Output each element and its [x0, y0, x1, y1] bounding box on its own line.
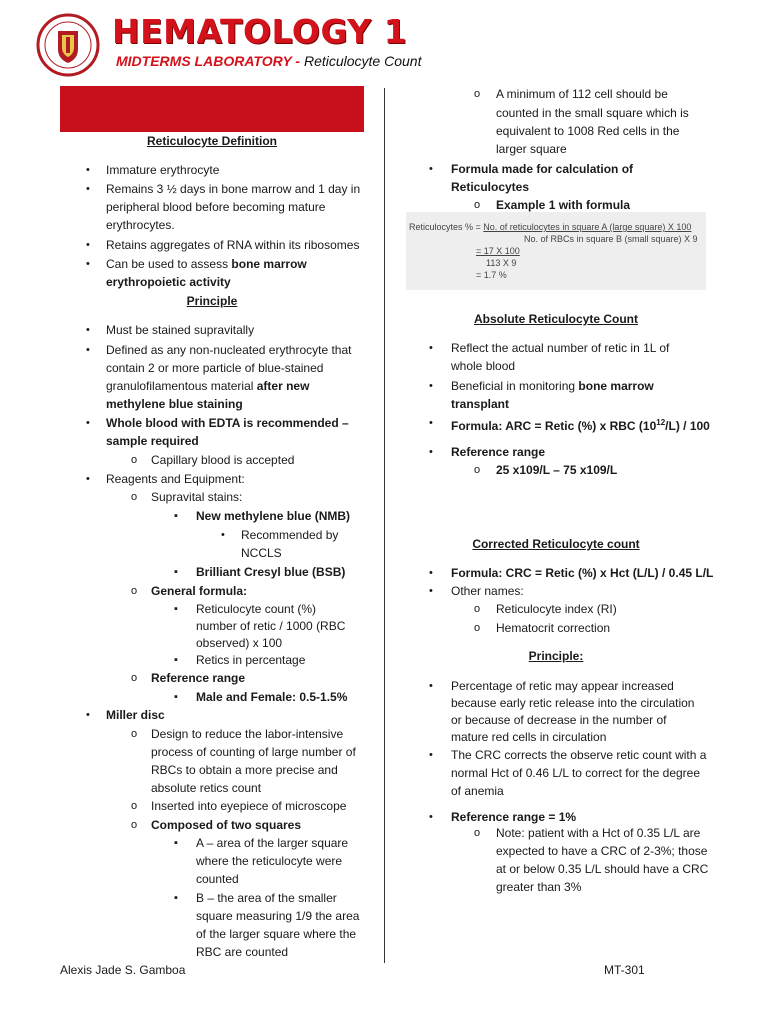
reagents-line: Reagents and Equipment:: [106, 472, 245, 486]
footer-code: MT-301: [604, 963, 645, 977]
miller-cont-line: counted in the small square which is: [496, 106, 689, 120]
crc-principle-line: Percentage of retic may appear increased: [451, 679, 674, 693]
crc-reference-range: Reference range = 1%: [451, 810, 577, 824]
square-marker: ▪: [174, 691, 178, 703]
formula-line: Retics in percentage: [196, 653, 306, 667]
square-a-line: where the reticulocyte were: [196, 854, 343, 868]
formula-lhs: [409, 221, 691, 233]
circle-marker: o: [474, 827, 481, 839]
miller-line: RBCs to obtain a more precise and: [151, 763, 338, 777]
miller-cont-line: A minimum of 112 cell should be: [496, 87, 668, 101]
arc-text: Beneficial in monitoring: [451, 379, 579, 393]
crc-principle-line: of anemia: [451, 784, 504, 798]
principle-line: contain 2 or more particle of blue-stained: [106, 361, 324, 375]
bullet-marker: •: [429, 446, 433, 458]
stain-note: NCCLS: [241, 546, 282, 560]
principle-line: sample required: [106, 434, 199, 448]
bullet-marker: •: [429, 342, 433, 354]
red-banner: [60, 86, 364, 132]
circle-marker: o: [131, 819, 138, 831]
crc-principle-line: The CRC corrects the observe retic count with a: [451, 748, 707, 762]
bullet-marker: •: [429, 811, 433, 823]
arc-line: transplant: [451, 397, 510, 411]
arc-line: [451, 377, 654, 395]
circle-marker: o: [131, 728, 138, 740]
school-seal-logo: [36, 13, 100, 77]
arc-reference-value: 25 x109/L – 75 x109/L: [496, 463, 618, 477]
stain-note: Recommended by: [241, 528, 339, 542]
arc-line: whole blood: [451, 359, 516, 373]
principle-line: [106, 377, 309, 395]
square-b-line: square measuring 1/9 the area: [196, 909, 360, 923]
circle-marker: o: [131, 585, 138, 597]
def-text: Can be used to assess: [106, 257, 232, 271]
bullet-marker: •: [429, 749, 433, 761]
formula-line: observed) x 100: [196, 636, 283, 650]
crc-note-line: expected to have a CRC of 2-3%; those: [496, 844, 708, 858]
def-line: [106, 255, 307, 273]
square-marker: ▪: [174, 510, 178, 522]
bullet-marker: •: [429, 163, 433, 175]
bullet-marker: •: [86, 183, 90, 195]
formula-step-numerator: = 17 X 100: [476, 246, 520, 256]
heading-principle-crc: Principle:: [528, 649, 584, 663]
arc-formula-sup: 12: [656, 418, 666, 427]
principle-bold: after new: [256, 379, 310, 393]
subtitle-prefix: MIDTERMS LABORATORY -: [116, 53, 301, 69]
formula-heading-line: Formula made for calculation of: [451, 162, 634, 176]
arc-line: Reflect the actual number of retic in 1L of: [451, 341, 670, 355]
heading-corrected-reticulocyte-count: Corrected Reticulocyte count: [472, 537, 640, 551]
def-line: Remains 3 ½ days in bone marrow and 1 day in: [106, 182, 361, 196]
crc-note-line: at or below 0.35 L/L should have a CRC: [496, 862, 709, 876]
bullet-marker: •: [221, 529, 225, 541]
principle-line: Defined as any non-nucleated erythrocyte that: [106, 343, 352, 357]
reference-range-value: Male and Female: 0.5-1.5%: [196, 690, 348, 704]
crc-formula: Formula: CRC = Retic (%) x Hct (L/L) / 0.45 L/L: [451, 566, 714, 580]
heading-reticulocyte-definition: Reticulocyte Definition: [146, 134, 277, 148]
miller-line: Design to reduce the labor-intensive: [151, 727, 344, 741]
reference-range-label: Reference range: [151, 671, 246, 685]
formula-numerator: No. of reticulocytes in square A (large square) X 100: [483, 222, 692, 232]
crc-principle-line: because early retic release into the circulation: [451, 696, 695, 710]
crc-name: Hematocrit correction: [496, 621, 611, 635]
arc-formula: [451, 414, 710, 435]
square-marker: ▪: [174, 837, 178, 849]
square-a-line: A – area of the larger square: [196, 836, 349, 850]
miller-line: Inserted into eyepiece of microscope: [151, 799, 347, 813]
arc-formula-post: /L) / 100: [665, 419, 710, 433]
formula-line: Reticulocyte count (%): [196, 602, 317, 616]
bullet-marker: •: [86, 324, 90, 336]
miller-cont-line: equivalent to 1008 Red cells in the: [496, 124, 680, 138]
def-line: Retains aggregates of RNA within its ribosomes: [106, 238, 360, 252]
formula-line: number of retic / 1000 (RBC: [196, 619, 346, 633]
crc-principle-line: or because of decrease in the number of: [451, 713, 667, 727]
circle-marker: o: [474, 199, 481, 211]
miller-line: process of counting of large number of: [151, 745, 356, 759]
circle-marker: o: [131, 672, 138, 684]
square-marker: ▪: [174, 566, 178, 578]
crc-note-line: greater than 3%: [496, 880, 582, 894]
square-marker: ▪: [174, 603, 178, 615]
circle-marker: o: [131, 800, 138, 812]
circle-marker: o: [474, 464, 481, 476]
heading-principle: Principle: [186, 294, 238, 308]
crc-other-names: Other names:: [451, 584, 524, 598]
miller-disc-label: Miller disc: [106, 708, 165, 722]
formula-result: = 1.7 %: [476, 270, 507, 280]
principle-line: Must be stained supravitally: [106, 323, 255, 337]
circle-marker: o: [474, 622, 481, 634]
general-formula-label: General formula:: [151, 584, 248, 598]
subtitle-rest: Reticulocyte Count: [300, 53, 422, 69]
principle-subline: Capillary blood is accepted: [151, 453, 295, 467]
def-line: Immature erythrocyte: [106, 163, 220, 177]
bullet-marker: •: [86, 417, 90, 429]
circle-marker: o: [474, 603, 481, 615]
bullet-marker: •: [429, 380, 433, 392]
bullet-marker: •: [429, 417, 433, 429]
def-line: erythropoietic activity: [106, 275, 231, 289]
reagents-subline: Supravital stains:: [151, 490, 243, 504]
principle-line: methylene blue staining: [106, 397, 243, 411]
square-a-line: counted: [196, 872, 239, 886]
arc-reference-label: Reference range: [451, 445, 546, 459]
example-label: Example 1 with formula: [496, 198, 631, 212]
def-line: erythrocytes.: [106, 218, 175, 232]
square-b-line: of the larger square where the: [196, 927, 357, 941]
square-b-line: B – the area of the smaller: [196, 891, 337, 905]
bullet-marker: •: [86, 344, 90, 356]
heading-absolute-reticulocyte-count: Absolute Reticulocyte Count: [473, 312, 638, 326]
formula-lhs-text: Reticulocytes % =: [409, 222, 484, 232]
crc-name: Reticulocyte index (RI): [496, 602, 617, 616]
bullet-marker: •: [429, 680, 433, 692]
formula-example-image: [406, 212, 706, 290]
stain-item: New methylene blue (NMB): [196, 509, 351, 523]
principle-text: granulofilamentous material: [106, 379, 257, 393]
circle-marker: o: [474, 88, 481, 100]
formula-heading-line: Reticulocytes: [451, 180, 530, 194]
formula-step-denominator: 113 X 9: [486, 258, 517, 268]
bullet-marker: •: [429, 567, 433, 579]
miller-line: absolute retics count: [151, 781, 262, 795]
formula-denominator: No. of RBCs in square B (small square) X 9: [524, 234, 698, 244]
def-line: peripheral blood before becoming mature: [106, 200, 326, 214]
miller-line: Composed of two squares: [151, 818, 302, 832]
circle-marker: o: [131, 491, 138, 503]
column-divider: [384, 88, 385, 963]
crc-note-line: Note: patient with a Hct of 0.35 L/L are: [496, 826, 701, 840]
bullet-marker: •: [86, 473, 90, 485]
bullet-marker: •: [429, 585, 433, 597]
principle-line: Whole blood with EDTA is recommended –: [106, 416, 349, 430]
circle-marker: o: [131, 454, 138, 466]
crc-principle-line: mature red cells in circulation: [451, 730, 607, 744]
bullet-marker: •: [86, 258, 90, 270]
arc-formula-pre: Formula: ARC = Retic (%) x RBC (10: [451, 419, 657, 433]
square-marker: ▪: [174, 654, 178, 666]
page-title: HEMATOLOGY 1: [112, 12, 408, 51]
stain-item: Brilliant Cresyl blue (BSB): [196, 565, 346, 579]
crc-principle-line: normal Hct of 0.46 L/L to correct for the degree: [451, 766, 701, 780]
square-b-line: RBC are counted: [196, 945, 289, 959]
def-bold: bone marrow: [231, 257, 307, 271]
arc-bold: bone marrow: [578, 379, 654, 393]
footer-author: Alexis Jade S. Gamboa: [60, 963, 186, 977]
square-marker: ▪: [174, 892, 178, 904]
bullet-marker: •: [86, 709, 90, 721]
bullet-marker: •: [86, 164, 90, 176]
miller-cont-line: larger square: [496, 142, 567, 156]
page-subtitle: [116, 53, 421, 69]
bullet-marker: •: [86, 239, 90, 251]
